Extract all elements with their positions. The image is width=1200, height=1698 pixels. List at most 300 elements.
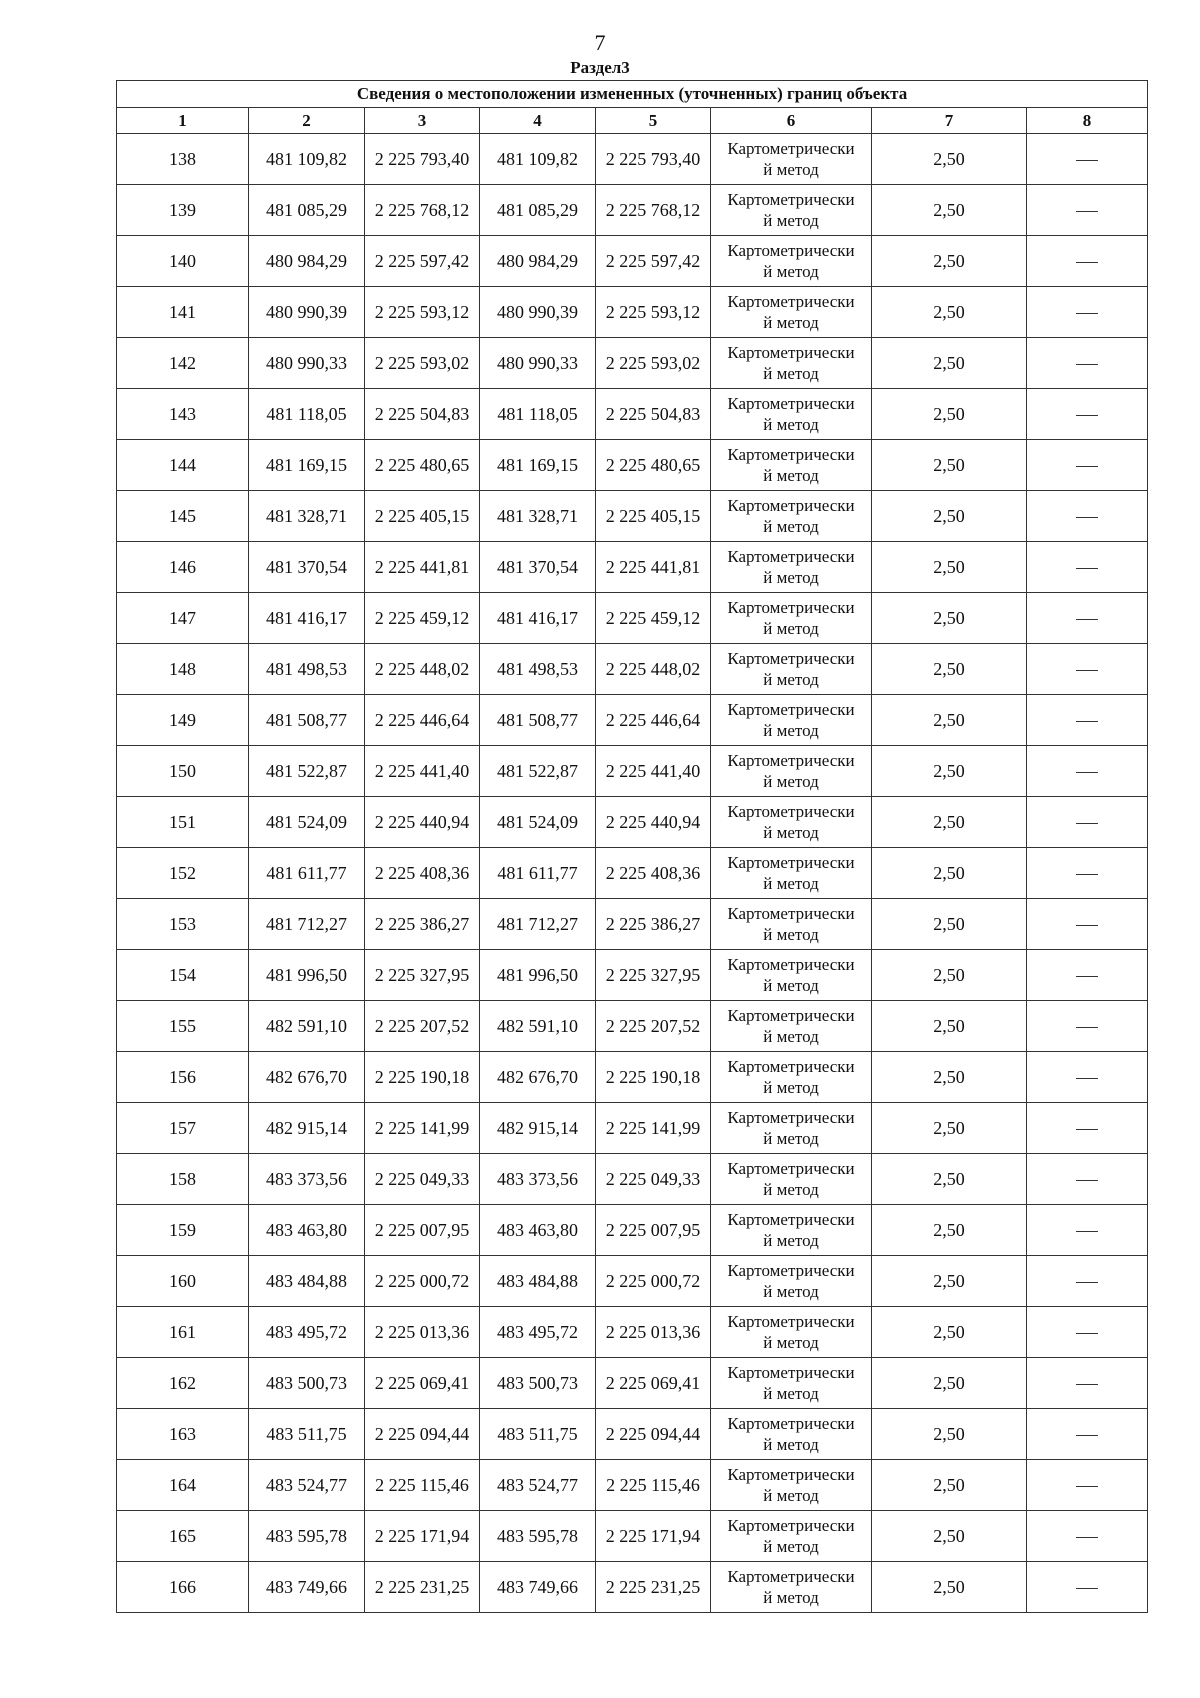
point-number-cell: 158 xyxy=(117,1154,249,1205)
existing-y-cell: 2 225 115,46 xyxy=(365,1460,480,1511)
refined-y-cell: 2 225 593,02 xyxy=(596,338,711,389)
method-cell xyxy=(711,542,872,593)
refined-x-cell: 480 984,29 xyxy=(480,236,596,287)
refined-x-cell: 481 416,17 xyxy=(480,593,596,644)
point-number-cell: 145 xyxy=(117,491,249,542)
method-cell xyxy=(711,1358,872,1409)
refined-y-cell: 2 225 069,41 xyxy=(596,1358,711,1409)
method-text-line1: Картометрически xyxy=(727,1006,855,1025)
empty-dash-mark xyxy=(1076,313,1098,314)
method-text-line2: й метод xyxy=(763,1537,819,1556)
method-text-line1: Картометрически xyxy=(727,1159,855,1178)
empty-dash-mark xyxy=(1076,1027,1098,1028)
method-text-line1: Картометрически xyxy=(727,445,855,464)
method-text-line2: й метод xyxy=(763,1333,819,1352)
accuracy-cell: 2,50 xyxy=(872,746,1027,797)
refined-y-cell: 2 225 405,15 xyxy=(596,491,711,542)
existing-x-cell: 481 498,53 xyxy=(249,644,365,695)
existing-y-cell: 2 225 793,40 xyxy=(365,134,480,185)
table-row xyxy=(117,848,1148,899)
table-row xyxy=(117,695,1148,746)
accuracy-cell: 2,50 xyxy=(872,1358,1027,1409)
description-cell xyxy=(1027,1205,1148,1256)
description-cell xyxy=(1027,1256,1148,1307)
method-text-line1: Картометрически xyxy=(727,1516,855,1535)
existing-x-cell: 483 463,80 xyxy=(249,1205,365,1256)
description-cell xyxy=(1027,389,1148,440)
method-text-line1: Картометрически xyxy=(727,1210,855,1229)
method-text-line1: Картометрически xyxy=(727,292,855,311)
refined-y-cell: 2 225 094,44 xyxy=(596,1409,711,1460)
description-cell xyxy=(1027,899,1148,950)
empty-dash-mark xyxy=(1076,1180,1098,1181)
description-cell xyxy=(1027,593,1148,644)
column-number-row xyxy=(117,108,1148,134)
accuracy-cell: 2,50 xyxy=(872,1205,1027,1256)
method-text-line2: й метод xyxy=(763,568,819,587)
empty-dash-mark xyxy=(1076,1537,1098,1538)
method-text-line1: Картометрически xyxy=(727,1057,855,1076)
method-text-line1: Картометрически xyxy=(727,241,855,260)
point-number-cell: 157 xyxy=(117,1103,249,1154)
section-title: Раздел3 xyxy=(570,58,630,77)
point-number-cell: 154 xyxy=(117,950,249,1001)
existing-x-cell: 481 328,71 xyxy=(249,491,365,542)
existing-y-cell: 2 225 007,95 xyxy=(365,1205,480,1256)
method-text-line2: й метод xyxy=(763,874,819,893)
table-row xyxy=(117,440,1148,491)
method-text-line2: й метод xyxy=(763,1231,819,1250)
empty-dash-mark xyxy=(1076,1486,1098,1487)
table-row xyxy=(117,1052,1148,1103)
accuracy-cell: 2,50 xyxy=(872,1511,1027,1562)
empty-dash-mark xyxy=(1076,1588,1098,1589)
existing-x-cell: 483 484,88 xyxy=(249,1256,365,1307)
existing-y-cell: 2 225 207,52 xyxy=(365,1001,480,1052)
empty-dash-mark xyxy=(1076,364,1098,365)
description-cell xyxy=(1027,1409,1148,1460)
refined-x-cell: 483 749,66 xyxy=(480,1562,596,1613)
refined-x-cell: 481 524,09 xyxy=(480,797,596,848)
accuracy-cell: 2,50 xyxy=(872,185,1027,236)
point-number-cell: 156 xyxy=(117,1052,249,1103)
description-cell xyxy=(1027,695,1148,746)
accuracy-cell: 2,50 xyxy=(872,1256,1027,1307)
refined-x-cell: 481 498,53 xyxy=(480,644,596,695)
method-text-line1: Картометрически xyxy=(727,547,855,566)
method-cell xyxy=(711,1562,872,1613)
empty-dash-mark xyxy=(1076,415,1098,416)
existing-y-cell: 2 225 440,94 xyxy=(365,797,480,848)
existing-y-cell: 2 225 000,72 xyxy=(365,1256,480,1307)
refined-y-cell: 2 225 231,25 xyxy=(596,1562,711,1613)
table-row xyxy=(117,950,1148,1001)
point-number-cell: 166 xyxy=(117,1562,249,1613)
method-text-line2: й метод xyxy=(763,466,819,485)
existing-x-cell: 481 118,05 xyxy=(249,389,365,440)
table-row xyxy=(117,746,1148,797)
refined-x-cell: 480 990,33 xyxy=(480,338,596,389)
refined-y-cell: 2 225 049,33 xyxy=(596,1154,711,1205)
description-cell xyxy=(1027,440,1148,491)
method-text-line1: Картометрически xyxy=(727,904,855,923)
column-number-header: 5 xyxy=(596,108,711,134)
method-cell xyxy=(711,848,872,899)
description-cell xyxy=(1027,134,1148,185)
accuracy-cell: 2,50 xyxy=(872,848,1027,899)
accuracy-cell: 2,50 xyxy=(872,1562,1027,1613)
method-text-line1: Картометрически xyxy=(727,802,855,821)
refined-y-cell: 2 225 597,42 xyxy=(596,236,711,287)
refined-y-cell: 2 225 007,95 xyxy=(596,1205,711,1256)
description-cell xyxy=(1027,1154,1148,1205)
refined-y-cell: 2 225 448,02 xyxy=(596,644,711,695)
refined-y-cell: 2 225 000,72 xyxy=(596,1256,711,1307)
point-number-cell: 163 xyxy=(117,1409,249,1460)
table-row xyxy=(117,1562,1148,1613)
description-cell xyxy=(1027,185,1148,236)
method-cell xyxy=(711,950,872,1001)
accuracy-cell: 2,50 xyxy=(872,542,1027,593)
point-number-cell: 150 xyxy=(117,746,249,797)
method-text-line2: й метод xyxy=(763,364,819,383)
existing-x-cell: 481 085,29 xyxy=(249,185,365,236)
point-number-cell: 159 xyxy=(117,1205,249,1256)
description-cell xyxy=(1027,1103,1148,1154)
method-cell xyxy=(711,389,872,440)
point-number-cell: 147 xyxy=(117,593,249,644)
method-cell xyxy=(711,746,872,797)
existing-y-cell: 2 225 171,94 xyxy=(365,1511,480,1562)
existing-x-cell: 481 169,15 xyxy=(249,440,365,491)
refined-y-cell: 2 225 141,99 xyxy=(596,1103,711,1154)
existing-y-cell: 2 225 141,99 xyxy=(365,1103,480,1154)
point-number-cell: 144 xyxy=(117,440,249,491)
existing-x-cell: 481 370,54 xyxy=(249,542,365,593)
refined-x-cell: 483 484,88 xyxy=(480,1256,596,1307)
point-number-cell: 142 xyxy=(117,338,249,389)
method-text-line2: й метод xyxy=(763,1435,819,1454)
column-number-header: 7 xyxy=(872,108,1027,134)
refined-x-cell: 483 500,73 xyxy=(480,1358,596,1409)
empty-dash-mark xyxy=(1076,1282,1098,1283)
method-text-line2: й метод xyxy=(763,1384,819,1403)
method-cell xyxy=(711,695,872,746)
method-text-line2: й метод xyxy=(763,1129,819,1148)
method-text-line1: Картометрически xyxy=(727,496,855,515)
method-cell xyxy=(711,491,872,542)
description-cell xyxy=(1027,1358,1148,1409)
method-cell xyxy=(711,797,872,848)
description-cell xyxy=(1027,1001,1148,1052)
method-cell xyxy=(711,185,872,236)
refined-x-cell: 482 915,14 xyxy=(480,1103,596,1154)
description-cell xyxy=(1027,236,1148,287)
method-text-line2: й метод xyxy=(763,772,819,791)
accuracy-cell: 2,50 xyxy=(872,491,1027,542)
accuracy-cell: 2,50 xyxy=(872,1460,1027,1511)
empty-dash-mark xyxy=(1076,211,1098,212)
refined-y-cell: 2 225 441,40 xyxy=(596,746,711,797)
point-number-cell: 151 xyxy=(117,797,249,848)
table-row xyxy=(117,1256,1148,1307)
accuracy-cell: 2,50 xyxy=(872,593,1027,644)
refined-x-cell: 481 522,87 xyxy=(480,746,596,797)
accuracy-cell: 2,50 xyxy=(872,899,1027,950)
table-row xyxy=(117,236,1148,287)
existing-y-cell: 2 225 049,33 xyxy=(365,1154,480,1205)
existing-x-cell: 483 373,56 xyxy=(249,1154,365,1205)
empty-dash-mark xyxy=(1076,1435,1098,1436)
description-cell xyxy=(1027,338,1148,389)
method-text-line2: й метод xyxy=(763,211,819,230)
point-number-cell: 139 xyxy=(117,185,249,236)
table-row xyxy=(117,1154,1148,1205)
empty-dash-mark xyxy=(1076,823,1098,824)
accuracy-cell: 2,50 xyxy=(872,950,1027,1001)
empty-dash-mark xyxy=(1076,772,1098,773)
table-row xyxy=(117,1205,1148,1256)
method-text-line2: й метод xyxy=(763,160,819,179)
method-text-line2: й метод xyxy=(763,721,819,740)
accuracy-cell: 2,50 xyxy=(872,134,1027,185)
method-text-line1: Картометрически xyxy=(727,190,855,209)
accuracy-cell: 2,50 xyxy=(872,644,1027,695)
refined-y-cell: 2 225 408,36 xyxy=(596,848,711,899)
table-row xyxy=(117,1001,1148,1052)
method-text-line2: й метод xyxy=(763,1486,819,1505)
refined-x-cell: 481 328,71 xyxy=(480,491,596,542)
refined-x-cell: 481 118,05 xyxy=(480,389,596,440)
existing-y-cell: 2 225 504,83 xyxy=(365,389,480,440)
method-cell xyxy=(711,1511,872,1562)
description-cell xyxy=(1027,797,1148,848)
point-number-cell: 138 xyxy=(117,134,249,185)
existing-y-cell: 2 225 768,12 xyxy=(365,185,480,236)
empty-dash-mark xyxy=(1076,721,1098,722)
refined-x-cell: 481 109,82 xyxy=(480,134,596,185)
refined-x-cell: 483 373,56 xyxy=(480,1154,596,1205)
refined-x-cell: 482 676,70 xyxy=(480,1052,596,1103)
method-cell xyxy=(711,1460,872,1511)
point-number-cell: 140 xyxy=(117,236,249,287)
accuracy-cell: 2,50 xyxy=(872,440,1027,491)
accuracy-cell: 2,50 xyxy=(872,1154,1027,1205)
existing-x-cell: 483 749,66 xyxy=(249,1562,365,1613)
refined-x-cell: 482 591,10 xyxy=(480,1001,596,1052)
refined-x-cell: 481 169,15 xyxy=(480,440,596,491)
method-cell xyxy=(711,1052,872,1103)
table-row xyxy=(117,542,1148,593)
method-text-line1: Картометрически xyxy=(727,853,855,872)
accuracy-cell: 2,50 xyxy=(872,236,1027,287)
point-number-cell: 152 xyxy=(117,848,249,899)
existing-y-cell: 2 225 094,44 xyxy=(365,1409,480,1460)
empty-dash-mark xyxy=(1076,160,1098,161)
method-cell xyxy=(711,236,872,287)
method-cell xyxy=(711,1154,872,1205)
empty-dash-mark xyxy=(1076,517,1098,518)
table-row xyxy=(117,287,1148,338)
method-cell xyxy=(711,338,872,389)
column-number-header: 6 xyxy=(711,108,872,134)
method-cell xyxy=(711,1205,872,1256)
point-number-cell: 153 xyxy=(117,899,249,950)
refined-y-cell: 2 225 504,83 xyxy=(596,389,711,440)
refined-x-cell: 481 996,50 xyxy=(480,950,596,1001)
method-text-line2: й метод xyxy=(763,415,819,434)
method-text-line2: й метод xyxy=(763,262,819,281)
table-row xyxy=(117,1409,1148,1460)
description-cell xyxy=(1027,1460,1148,1511)
point-number-cell: 165 xyxy=(117,1511,249,1562)
empty-dash-mark xyxy=(1076,1231,1098,1232)
refined-y-cell: 2 225 446,64 xyxy=(596,695,711,746)
empty-dash-mark xyxy=(1076,568,1098,569)
existing-y-cell: 2 225 231,25 xyxy=(365,1562,480,1613)
method-text-line2: й метод xyxy=(763,925,819,944)
boundary-coordinates-table xyxy=(116,80,1148,1613)
existing-x-cell: 481 712,27 xyxy=(249,899,365,950)
table-row xyxy=(117,491,1148,542)
method-text-line1: Картометрически xyxy=(727,343,855,362)
existing-x-cell: 481 522,87 xyxy=(249,746,365,797)
refined-y-cell: 2 225 440,94 xyxy=(596,797,711,848)
refined-y-cell: 2 225 459,12 xyxy=(596,593,711,644)
refined-x-cell: 481 370,54 xyxy=(480,542,596,593)
existing-x-cell: 481 611,77 xyxy=(249,848,365,899)
table-row xyxy=(117,644,1148,695)
existing-y-cell: 2 225 441,40 xyxy=(365,746,480,797)
method-text-line1: Картометрически xyxy=(727,394,855,413)
point-number-cell: 155 xyxy=(117,1001,249,1052)
method-text-line2: й метод xyxy=(763,1588,819,1607)
refined-y-cell: 2 225 441,81 xyxy=(596,542,711,593)
description-cell xyxy=(1027,746,1148,797)
existing-x-cell: 480 990,39 xyxy=(249,287,365,338)
column-number-header: 3 xyxy=(365,108,480,134)
method-text-line2: й метод xyxy=(763,1078,819,1097)
refined-y-cell: 2 225 386,27 xyxy=(596,899,711,950)
existing-y-cell: 2 225 480,65 xyxy=(365,440,480,491)
method-cell xyxy=(711,593,872,644)
existing-x-cell: 482 676,70 xyxy=(249,1052,365,1103)
existing-x-cell: 480 984,29 xyxy=(249,236,365,287)
description-cell xyxy=(1027,491,1148,542)
existing-y-cell: 2 225 441,81 xyxy=(365,542,480,593)
method-text-line1: Картометрически xyxy=(727,1363,855,1382)
refined-y-cell: 2 225 190,18 xyxy=(596,1052,711,1103)
method-cell xyxy=(711,440,872,491)
empty-dash-mark xyxy=(1076,1129,1098,1130)
existing-x-cell: 480 990,33 xyxy=(249,338,365,389)
description-cell xyxy=(1027,542,1148,593)
method-cell xyxy=(711,287,872,338)
empty-dash-mark xyxy=(1076,1384,1098,1385)
refined-y-cell: 2 225 327,95 xyxy=(596,950,711,1001)
accuracy-cell: 2,50 xyxy=(872,1052,1027,1103)
method-text-line1: Картометрически xyxy=(727,649,855,668)
empty-dash-mark xyxy=(1076,262,1098,263)
method-text-line1: Картометрически xyxy=(727,1312,855,1331)
existing-y-cell: 2 225 013,36 xyxy=(365,1307,480,1358)
method-cell xyxy=(711,1256,872,1307)
column-number-header: 8 xyxy=(1027,108,1148,134)
existing-y-cell: 2 225 459,12 xyxy=(365,593,480,644)
refined-x-cell: 483 595,78 xyxy=(480,1511,596,1562)
existing-y-cell: 2 225 069,41 xyxy=(365,1358,480,1409)
method-text-line1: Картометрически xyxy=(727,751,855,770)
method-text-line1: Картометрически xyxy=(727,955,855,974)
table-row xyxy=(117,797,1148,848)
method-cell xyxy=(711,1001,872,1052)
column-number-header: 2 xyxy=(249,108,365,134)
method-text-line1: Картометрически xyxy=(727,1414,855,1433)
existing-x-cell: 482 915,14 xyxy=(249,1103,365,1154)
table-row xyxy=(117,593,1148,644)
accuracy-cell: 2,50 xyxy=(872,1001,1027,1052)
existing-y-cell: 2 225 386,27 xyxy=(365,899,480,950)
method-text-line2: й метод xyxy=(763,1180,819,1199)
point-number-cell: 160 xyxy=(117,1256,249,1307)
refined-x-cell: 483 463,80 xyxy=(480,1205,596,1256)
table-row xyxy=(117,185,1148,236)
accuracy-cell: 2,50 xyxy=(872,1307,1027,1358)
point-number-cell: 146 xyxy=(117,542,249,593)
description-cell xyxy=(1027,1562,1148,1613)
refined-x-cell: 481 712,27 xyxy=(480,899,596,950)
description-cell xyxy=(1027,644,1148,695)
column-number-header: 4 xyxy=(480,108,596,134)
existing-y-cell: 2 225 408,36 xyxy=(365,848,480,899)
method-cell xyxy=(711,1103,872,1154)
table-row xyxy=(117,899,1148,950)
existing-y-cell: 2 225 405,15 xyxy=(365,491,480,542)
existing-x-cell: 483 495,72 xyxy=(249,1307,365,1358)
empty-dash-mark xyxy=(1076,1333,1098,1334)
existing-y-cell: 2 225 597,42 xyxy=(365,236,480,287)
existing-x-cell: 481 508,77 xyxy=(249,695,365,746)
method-text-line2: й метод xyxy=(763,976,819,995)
empty-dash-mark xyxy=(1076,670,1098,671)
accuracy-cell: 2,50 xyxy=(872,695,1027,746)
table-row xyxy=(117,1103,1148,1154)
existing-x-cell: 483 524,77 xyxy=(249,1460,365,1511)
existing-x-cell: 483 500,73 xyxy=(249,1358,365,1409)
method-cell xyxy=(711,644,872,695)
table-row xyxy=(117,134,1148,185)
point-number-cell: 149 xyxy=(117,695,249,746)
existing-x-cell: 481 524,09 xyxy=(249,797,365,848)
table-body xyxy=(117,134,1148,1613)
method-text-line1: Картометрически xyxy=(727,1108,855,1127)
table-row xyxy=(117,1307,1148,1358)
method-cell xyxy=(711,1307,872,1358)
existing-x-cell: 483 595,78 xyxy=(249,1511,365,1562)
empty-dash-mark xyxy=(1076,466,1098,467)
refined-x-cell: 481 611,77 xyxy=(480,848,596,899)
refined-y-cell: 2 225 768,12 xyxy=(596,185,711,236)
point-number-cell: 162 xyxy=(117,1358,249,1409)
method-text-line1: Картометрически xyxy=(727,1261,855,1280)
empty-dash-mark xyxy=(1076,619,1098,620)
accuracy-cell: 2,50 xyxy=(872,389,1027,440)
existing-y-cell: 2 225 327,95 xyxy=(365,950,480,1001)
accuracy-cell: 2,50 xyxy=(872,797,1027,848)
refined-y-cell: 2 225 013,36 xyxy=(596,1307,711,1358)
table-row xyxy=(117,1358,1148,1409)
existing-y-cell: 2 225 446,64 xyxy=(365,695,480,746)
